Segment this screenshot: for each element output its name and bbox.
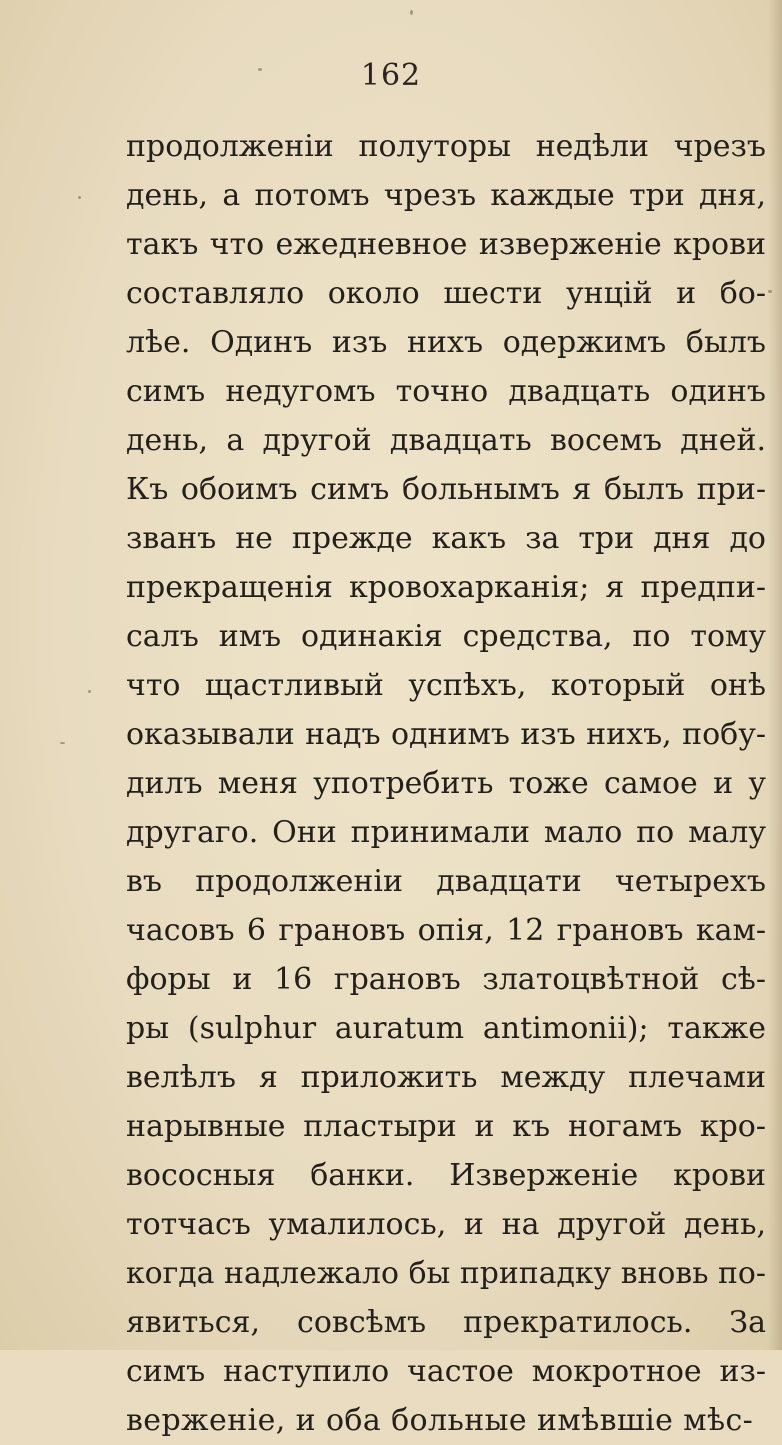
text-line: дилъ меня употребить тоже самое и у [126,766,766,801]
text-line: званъ не прежде какъ за три дня до [126,521,766,556]
text-line: симъ наступило частое мокротное из- [126,1354,766,1389]
text-line: въ продолженіи двадцати четырехъ [126,864,766,899]
text-line: форы и 16 грановъ златоцвѣтной сѣ- [126,962,766,997]
body-text [126,122,766,1445]
text-line: когда надлежало бы припадку вновь по- [126,1256,766,1291]
text-line: составляло около шести унцій и бо- [126,276,766,311]
text-line: тотчасъ умалилось, и на другой день, [126,1207,766,1242]
text-line: ры (sulphur auratum antimonii); также [126,1011,766,1046]
text-line: лѣе. Одинъ изъ нихъ одержимъ былъ [126,325,766,360]
page-edge-shadow [768,0,782,1350]
text-line: что щастливый успѣхъ, который онѣ [126,668,766,703]
text-line: салъ имъ одинакія средства, по тому [126,619,766,654]
text-line: день, а другой двадцать восемъ дней. [126,423,766,458]
paper-speck [60,742,65,744]
page-number: 162 [360,58,422,93]
text-line: верженіе, и оба больные имѣвшіе мѣс- [126,1403,754,1438]
text-line: вососныя банки. Изверженіе крови [126,1158,766,1193]
text-line: часовъ 6 грановъ опія, 12 грановъ кам- [126,913,766,948]
text-line: оказывали надъ однимъ изъ нихъ, побу- [126,717,766,752]
text-line: симъ недугомъ точно двадцать одинъ [126,374,766,409]
paper-speck [410,10,413,15]
text-line: явиться, совсѣмъ прекратилось. За [126,1305,766,1340]
text-line: прекращенія кровохарканія; я предпи- [126,570,766,605]
text-line: нарывные пластыри и къ ногамъ кро- [126,1109,766,1144]
paper-speck [88,690,91,693]
text-line: велѣлъ я приложить между плечами [126,1060,766,1095]
text-line: продолженіи полуторы недѣли чрезъ [126,129,766,164]
paper-speck [78,196,81,199]
text-line: такъ что ежедневное изверженіе крови [126,227,766,262]
text-line: день, а потомъ чрезъ каждые три дня, [126,178,766,213]
paper-speck [258,68,262,71]
text-line: другаго. Они принимали мало по малу [126,815,766,850]
paper-speck [768,290,772,293]
text-line: Къ обоимъ симъ больнымъ я былъ при- [126,472,766,507]
